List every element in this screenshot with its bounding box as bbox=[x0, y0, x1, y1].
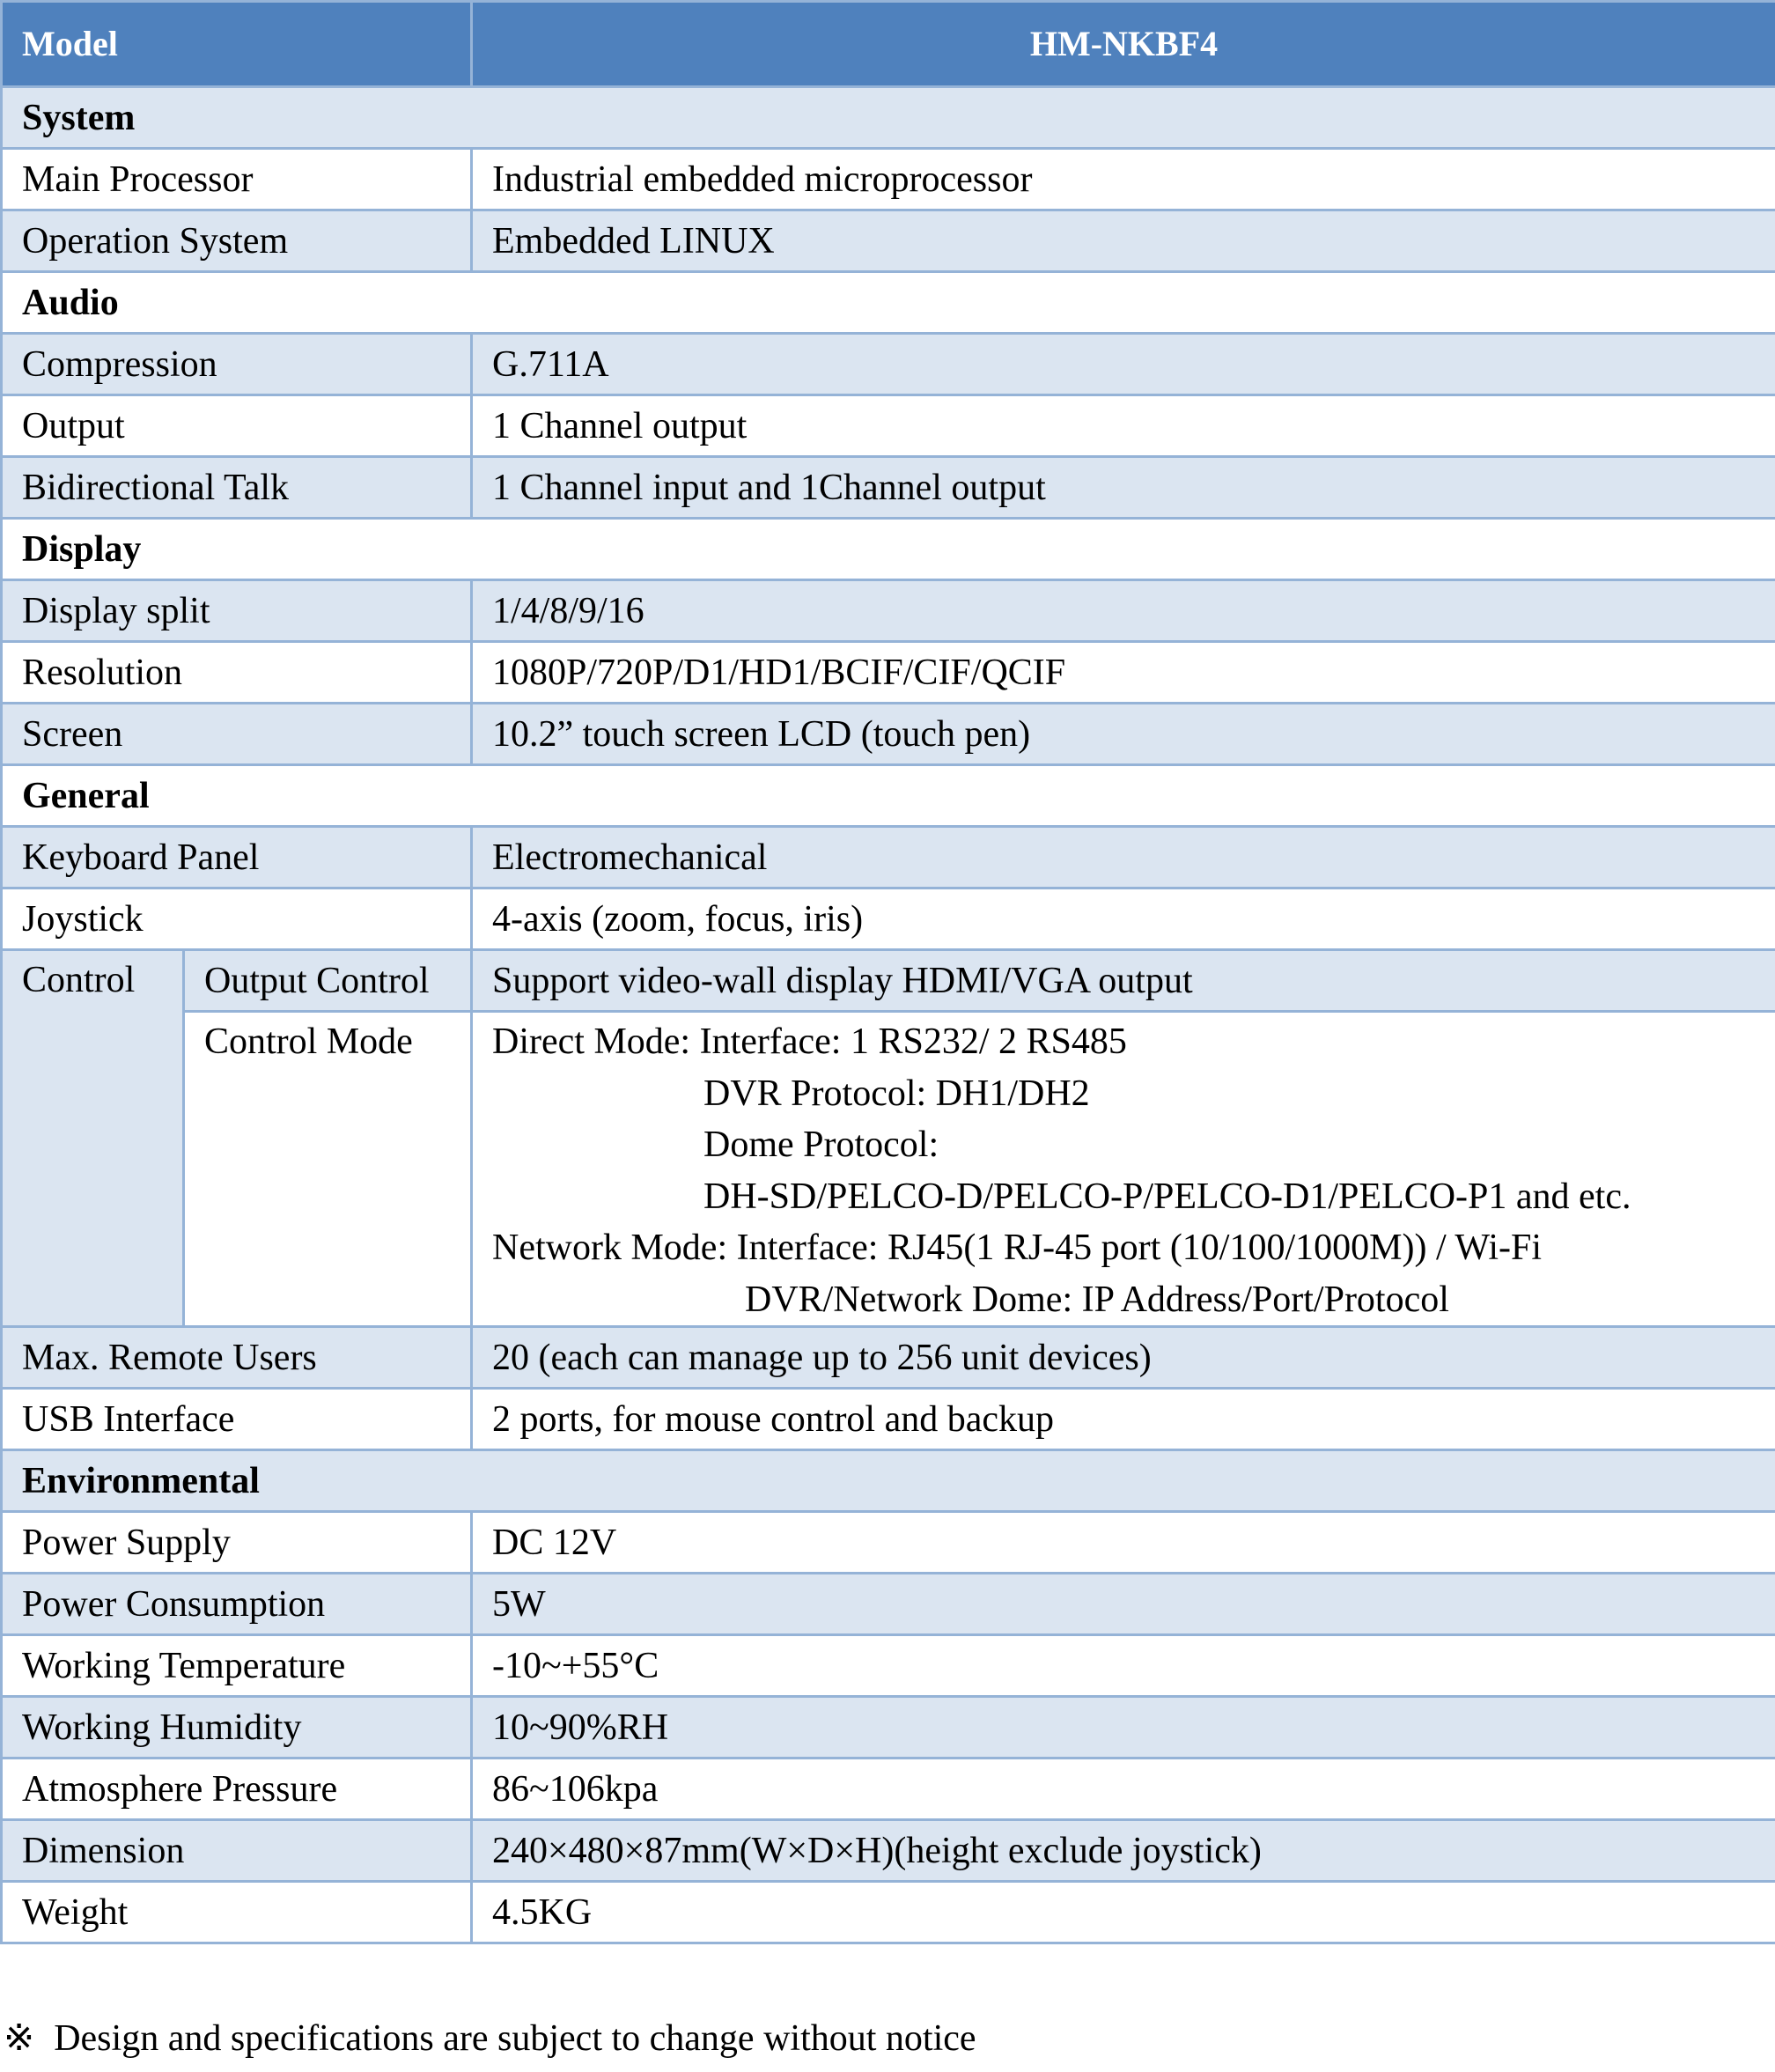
section-audio bbox=[2, 272, 1775, 334]
table-row bbox=[2, 1820, 1775, 1882]
table-row bbox=[2, 704, 1775, 765]
table-row bbox=[2, 642, 1775, 704]
control-mode-value bbox=[472, 1012, 1775, 1327]
control-mode-label: Control Mode bbox=[184, 1012, 472, 1327]
section-title: Display bbox=[2, 519, 1775, 580]
row-label: Screen bbox=[2, 704, 472, 765]
table-row bbox=[2, 1697, 1775, 1759]
row-label: Compression bbox=[2, 334, 472, 395]
table-row bbox=[2, 395, 1775, 457]
control-mode-line: Network Mode: Interface: RJ45(1 RJ-45 port (10/100/1000M)) / Wi-Fi bbox=[492, 1228, 1543, 1268]
row-label: Power Supply bbox=[2, 1512, 472, 1574]
row-value: 5W bbox=[472, 1574, 1775, 1635]
section-general bbox=[2, 765, 1775, 827]
table-row bbox=[2, 1389, 1775, 1450]
row-value: DC 12V bbox=[472, 1512, 1775, 1574]
row-value: Embedded LINUX bbox=[472, 210, 1775, 272]
table-row bbox=[2, 950, 1775, 1012]
row-value: Industrial embedded microprocessor bbox=[472, 149, 1775, 210]
row-label: Working Temperature bbox=[2, 1635, 472, 1697]
row-value: 10.2” touch screen LCD (touch pen) bbox=[472, 704, 1775, 765]
row-value: 2 ports, for mouse control and backup bbox=[472, 1389, 1775, 1450]
control-mode-line: DVR/Network Dome: IP Address/Port/Protocol bbox=[745, 1279, 1449, 1320]
control-mode-line: DH-SD/PELCO-D/PELCO-P/PELCO-D1/PELCO-P1 and etc. bbox=[703, 1176, 1631, 1217]
table-row bbox=[2, 1759, 1775, 1820]
output-control-label: Output Control bbox=[184, 950, 472, 1012]
row-label: Weight bbox=[2, 1882, 472, 1943]
section-title: Audio bbox=[2, 272, 1775, 334]
row-label: Keyboard Panel bbox=[2, 827, 472, 889]
row-value: 240×480×87mm(W×D×H)(height exclude joystick) bbox=[472, 1820, 1775, 1882]
row-label: Joystick bbox=[2, 889, 472, 950]
table-row bbox=[2, 1012, 1775, 1327]
output-control-value: Support video-wall display HDMI/VGA output bbox=[472, 950, 1775, 1012]
row-label: Display split bbox=[2, 580, 472, 642]
section-title: General bbox=[2, 765, 1775, 827]
control-mode-line: Direct Mode: Interface: 1 RS232/ 2 RS485 bbox=[492, 1021, 1127, 1062]
table-row bbox=[2, 457, 1775, 519]
row-label: Max. Remote Users bbox=[2, 1327, 472, 1389]
model-label: Model bbox=[2, 2, 472, 87]
footnote bbox=[4, 2013, 976, 2064]
row-value: -10~+55°C bbox=[472, 1635, 1775, 1697]
table-row bbox=[2, 149, 1775, 210]
footnote-text: Design and specifications are subject to change without notice bbox=[54, 2018, 976, 2059]
row-label: Atmosphere Pressure bbox=[2, 1759, 472, 1820]
row-value: 1 Channel input and 1Channel output bbox=[472, 457, 1775, 519]
control-mode-line: Dome Protocol: bbox=[703, 1124, 939, 1165]
row-value: 86~106kpa bbox=[472, 1759, 1775, 1820]
row-label: Dimension bbox=[2, 1820, 472, 1882]
table-row bbox=[2, 210, 1775, 272]
table-row bbox=[2, 334, 1775, 395]
row-value: 10~90%RH bbox=[472, 1697, 1775, 1759]
table-row bbox=[2, 1574, 1775, 1635]
row-label: Power Consumption bbox=[2, 1574, 472, 1635]
reference-mark-icon: ※ bbox=[4, 2018, 35, 2059]
row-value: 4.5KG bbox=[472, 1882, 1775, 1943]
row-value: Electromechanical bbox=[472, 827, 1775, 889]
model-value: HM-NKBF4 bbox=[472, 2, 1775, 87]
row-value: 20 (each can manage up to 256 unit devices) bbox=[472, 1327, 1775, 1389]
row-label: Bidirectional Talk bbox=[2, 457, 472, 519]
control-label: Control bbox=[2, 950, 184, 1327]
table-row bbox=[2, 827, 1775, 889]
control-mode-line: DVR Protocol: DH1/DH2 bbox=[703, 1073, 1090, 1114]
section-environmental bbox=[2, 1450, 1775, 1512]
table-row bbox=[2, 1635, 1775, 1697]
row-value: 1080P/720P/D1/HD1/BCIF/CIF/QCIF bbox=[472, 642, 1775, 704]
row-label: Output bbox=[2, 395, 472, 457]
table-row bbox=[2, 580, 1775, 642]
section-system bbox=[2, 87, 1775, 149]
table-header-row bbox=[2, 2, 1775, 87]
row-label: Resolution bbox=[2, 642, 472, 704]
row-value: 1/4/8/9/16 bbox=[472, 580, 1775, 642]
row-label: Operation System bbox=[2, 210, 472, 272]
row-label: USB Interface bbox=[2, 1389, 472, 1450]
table-row bbox=[2, 1327, 1775, 1389]
row-value: G.711A bbox=[472, 334, 1775, 395]
table-row bbox=[2, 1882, 1775, 1943]
row-label: Main Processor bbox=[2, 149, 472, 210]
table-row bbox=[2, 889, 1775, 950]
row-value: 1 Channel output bbox=[472, 395, 1775, 457]
row-label: Working Humidity bbox=[2, 1697, 472, 1759]
section-title: System bbox=[2, 87, 1775, 149]
row-value: 4-axis (zoom, focus, iris) bbox=[472, 889, 1775, 950]
section-title: Environmental bbox=[2, 1450, 1775, 1512]
table-row bbox=[2, 1512, 1775, 1574]
section-display bbox=[2, 519, 1775, 580]
